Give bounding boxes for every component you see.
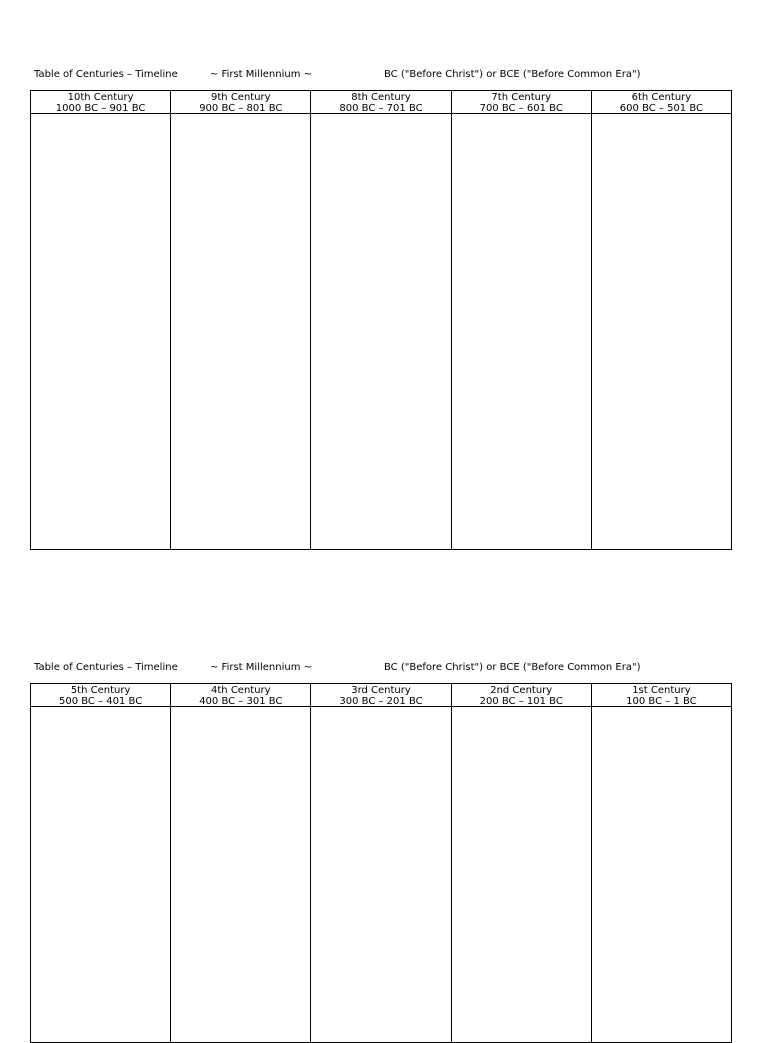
century-column bbox=[171, 684, 311, 1042]
century-name: 8th Century bbox=[351, 92, 411, 103]
century-column bbox=[592, 91, 731, 549]
century-column bbox=[311, 91, 451, 549]
century-range: 300 BC – 201 BC bbox=[339, 696, 423, 707]
column-body bbox=[31, 114, 170, 549]
century-range: 800 BC – 701 BC bbox=[339, 103, 423, 114]
column-header bbox=[311, 684, 450, 707]
column-header bbox=[592, 684, 731, 707]
century-range: 700 BC – 601 BC bbox=[479, 103, 563, 114]
header-title: Table of Centuries – Timeline bbox=[34, 69, 178, 80]
column-body bbox=[171, 114, 310, 549]
century-column bbox=[592, 684, 731, 1042]
column-body bbox=[592, 114, 731, 549]
column-body bbox=[31, 707, 170, 1042]
century-name: 6th Century bbox=[631, 92, 692, 103]
century-name: 5th Century bbox=[70, 685, 131, 696]
century-name: 9th Century bbox=[211, 92, 271, 103]
header-millennium: ~ First Millennium ~ bbox=[210, 662, 312, 673]
timeline-header bbox=[0, 661, 768, 675]
century-range: 900 BC – 801 BC bbox=[199, 103, 283, 114]
column-body bbox=[592, 707, 731, 1042]
century-name: 2nd Century bbox=[490, 685, 553, 696]
century-name: 3rd Century bbox=[351, 685, 411, 696]
century-column bbox=[311, 684, 451, 1042]
century-table bbox=[30, 683, 732, 1043]
column-header bbox=[31, 684, 170, 707]
column-header bbox=[452, 684, 591, 707]
century-name: 7th Century bbox=[491, 92, 551, 103]
column-body bbox=[311, 707, 450, 1042]
column-header bbox=[31, 91, 170, 114]
century-range: 400 BC – 301 BC bbox=[199, 696, 283, 707]
century-column bbox=[452, 684, 592, 1042]
header-era: BC ("Before Christ") or BCE ("Before Common Era") bbox=[384, 662, 641, 673]
century-range: 200 BC – 101 BC bbox=[479, 696, 563, 707]
column-header bbox=[452, 91, 591, 114]
column-body bbox=[171, 707, 310, 1042]
century-range: 100 BC – 1 BC bbox=[626, 696, 697, 707]
century-column bbox=[31, 684, 171, 1042]
column-header bbox=[171, 684, 310, 707]
century-column bbox=[171, 91, 311, 549]
timeline-header bbox=[0, 68, 768, 82]
column-header bbox=[592, 91, 731, 114]
century-column bbox=[452, 91, 592, 549]
century-column bbox=[31, 91, 171, 549]
column-header bbox=[171, 91, 310, 114]
century-range: 500 BC – 401 BC bbox=[58, 696, 143, 707]
century-name: 4th Century bbox=[211, 685, 271, 696]
header-title: Table of Centuries – Timeline bbox=[34, 662, 178, 673]
header-era: BC ("Before Christ") or BCE ("Before Common Era") bbox=[384, 69, 641, 80]
column-body bbox=[452, 707, 591, 1042]
century-range: 600 BC – 501 BC bbox=[619, 103, 704, 114]
header-millennium: ~ First Millennium ~ bbox=[210, 69, 312, 80]
column-body bbox=[311, 114, 450, 549]
century-range: 1000 BC – 901 BC bbox=[55, 103, 146, 114]
column-body bbox=[452, 114, 591, 549]
century-name: 1st Century bbox=[632, 685, 691, 696]
column-header bbox=[311, 91, 450, 114]
century-table bbox=[30, 90, 732, 550]
century-name: 10th Century bbox=[67, 92, 134, 103]
